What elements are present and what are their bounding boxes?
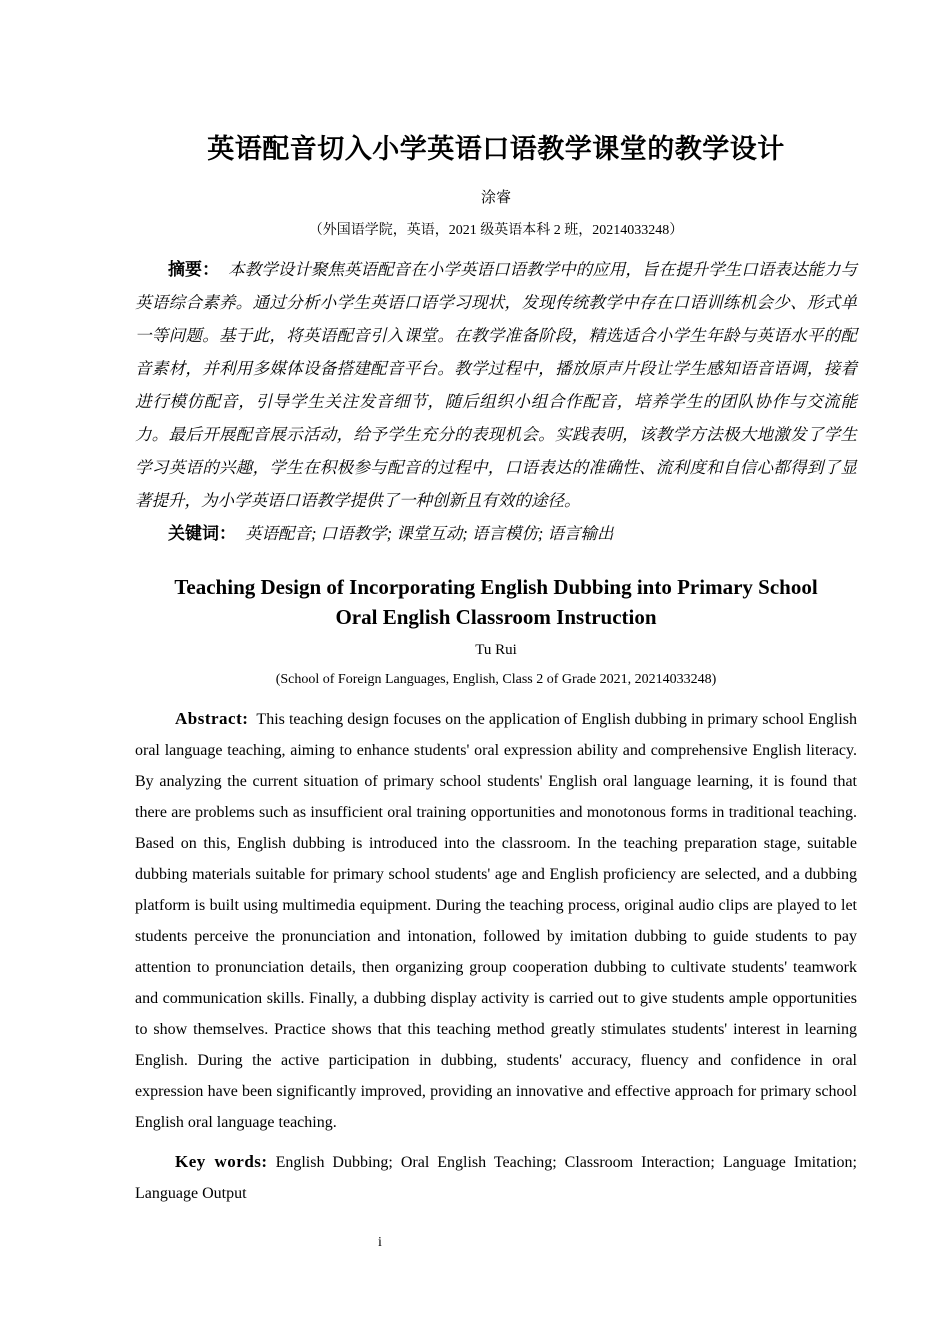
chinese-abstract-paragraph xyxy=(135,253,857,517)
english-keywords-paragraph xyxy=(135,1146,857,1209)
english-title-line-1: Teaching Design of Incorporating English Dubbing into Primary School xyxy=(174,575,818,599)
english-abstract-label: Abstract: xyxy=(175,709,249,728)
chinese-keywords-label: 关键词： xyxy=(168,524,236,543)
english-affiliation: (School of Foreign Languages, English, Class 2 of Grade 2021, 20214033248) xyxy=(275,672,717,687)
english-title-line-2: Oral English Classroom Instruction xyxy=(335,605,657,629)
english-author-name: Tu Rui xyxy=(475,642,517,658)
footer-page-number: i xyxy=(378,1235,382,1250)
chinese-keywords-paragraph xyxy=(135,517,857,550)
chinese-affiliation: （外国语学院，英语，2021 级英语本科 2 班，20214033248） xyxy=(308,223,684,238)
chinese-title: 英语配音切入小学英语口语教学课堂的教学设计 xyxy=(207,134,785,164)
english-keywords-text: English Dubbing; Oral English Teaching; Classroom Interaction; Language Imitation; Language Output xyxy=(135,1154,857,1202)
english-title xyxy=(135,572,857,632)
english-keywords-label: Key words: xyxy=(175,1152,268,1171)
chinese-author-name: 涂睿 xyxy=(480,190,511,206)
chinese-abstract-label: 摘要： xyxy=(168,260,220,279)
chinese-keywords-text: 英语配音; 口语教学; 课堂互动; 语言模仿; 语言输出 xyxy=(245,524,614,543)
english-abstract-paragraph xyxy=(135,703,857,1138)
chinese-abstract-text: 本教学设计聚焦英语配音在小学英语口语教学中的应用，旨在提升学生口语表达能力与英语综合素养。通过分析小学生英语口语学习现状，发现传统教学中存在口语训练机会少、形式单一等问题。基于此，将英语配音引入课堂。在教学准备阶段，精选适合小学生年龄与英语水平的配音素材，并利用多媒体设备搭建配音平台。教学过程中，播放原声片段让学生感知语音语调，接着进行模仿配音，引导学生关注发音细节，随后组织小组合作配音，培养学生的团队协作与交流能力。最后开展配音展示活动，给予学生充分的表现机会。实践表明，该教学方法极大地激发了学生学习英语的兴趣，学生在积极参与配音的过程中，口语表达的准确性、流利度和自信心都得到了显著提升，为小学英语口语教学提供了一种创新且有效的途径。 xyxy=(135,260,858,510)
english-abstract-text: This teaching design focuses on the application of English dubbing in primary school English oral language teaching, aiming to enhance students' oral expression ability and comprehensive English literacy. By analyzing the current situation of primary school students' English oral language learning, it is found that there are problems such as insufficient oral training opportunities and monotonous forms in traditional teaching. Based on this, English dubbing is introduced into the classroom. In the teaching preparation stage, suitable dubbing materials suitable for primary school students' age and English proficiency are selected, and a dubbing platform is built using multimedia equipment. During the teaching process, original audio clips are played to let students perceive the pronunciation and intonation, followed by imitation dubbing to guide students to pay attention to pronunciation details, then organizing group cooperation dubbing to cultivate students' teamwork and communication skills. Finally, a dubbing display activity is carried out to give students ample opportunities to show themselves. Practice shows that this teaching method greatly stimulates students' interest in learning English. During the active participation in dubbing, students' accuracy, fluency and confidence in oral expression have been significantly improved, providing an innovative and effective approach for primary school English oral language teaching. xyxy=(135,711,857,1131)
